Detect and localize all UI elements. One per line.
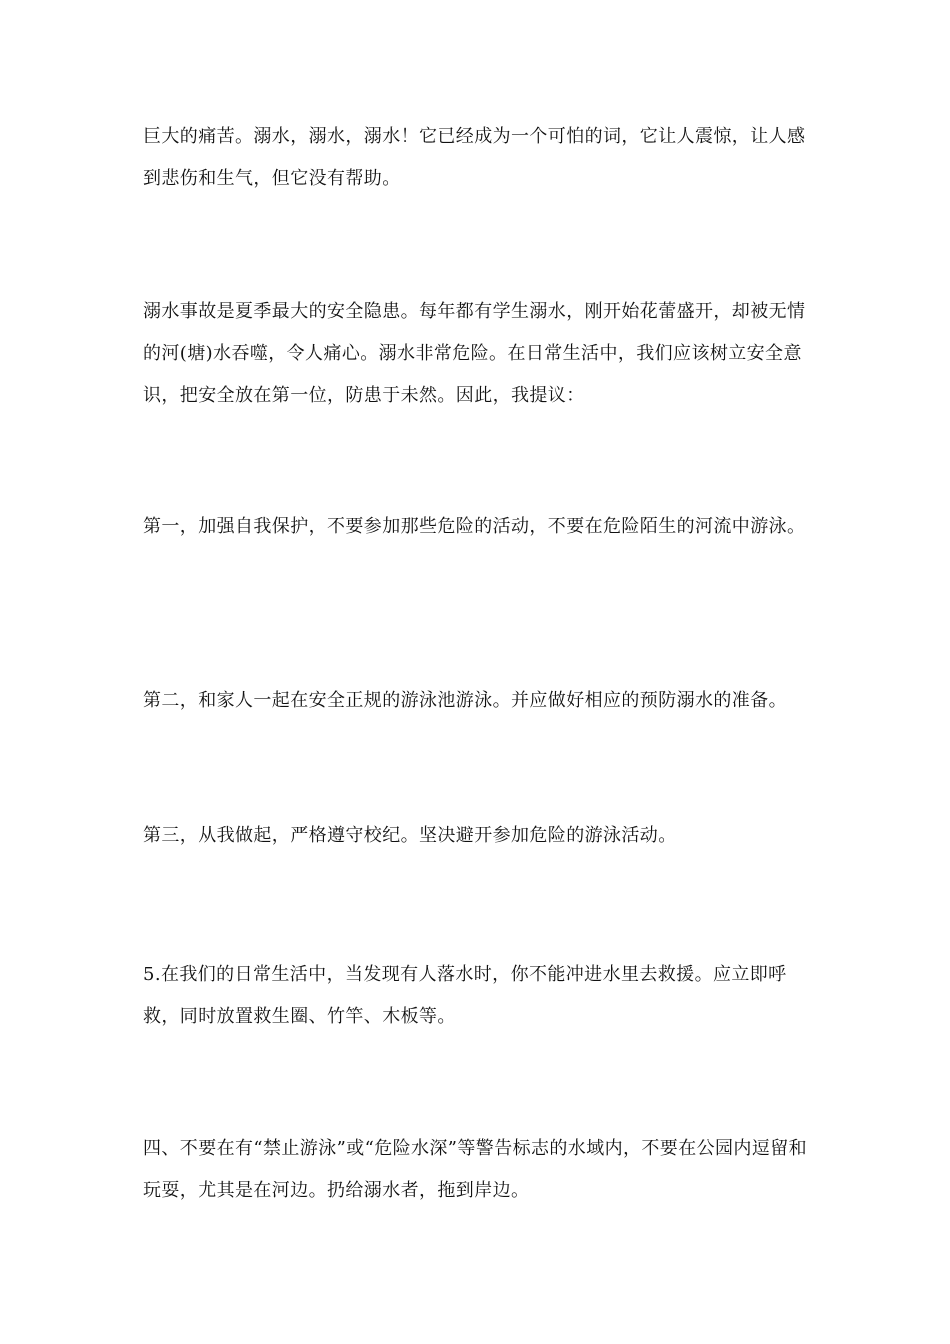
paragraph-drowning-pain: 巨大的痛苦。溺水，溺水，溺水！它已经成为一个可怕的词，它让人震惊，让人感到悲伤和生气，但它没有帮助。 <box>143 126 806 189</box>
paragraph-second-proposal: 第二，和家人一起在安全正规的游泳池游泳。并应做好相应的预防溺水的准备。 <box>143 690 787 711</box>
paragraph-warning-signs: 四、不要在有“禁止游泳”或“危险水深”等警告标志的水域内，不要在公园内逗留和玩耍，尤其是在河边。扔给溺水者，拖到岸边。 <box>143 1138 808 1201</box>
paragraph-first-proposal: 第一，加强自我保护，不要参加那些危险的活动，不要在危险陌生的河流中游泳。 <box>143 516 806 537</box>
paragraph-summer-hazard: 溺水事故是夏季最大的安全隐患。每年都有学生溺水，刚开始花蕾盛开，却被无情的河(塘)水吞噬，令人痛心。溺水非常危险。在日常生活中，我们应该树立安全意识，把安全放在第一位，防患于未然。因此，我提议： <box>143 301 806 406</box>
paragraph-third-proposal: 第三，从我做起，严格遵守校纪。坚决避开参加危险的游泳活动。 <box>143 825 677 846</box>
paragraph-rescue-advice: 5.在我们的日常生活中，当发现有人落水时，你不能冲进水里去救援。应立即呼救，同时放置救生圈、竹竿、木板等。 <box>143 964 787 1027</box>
